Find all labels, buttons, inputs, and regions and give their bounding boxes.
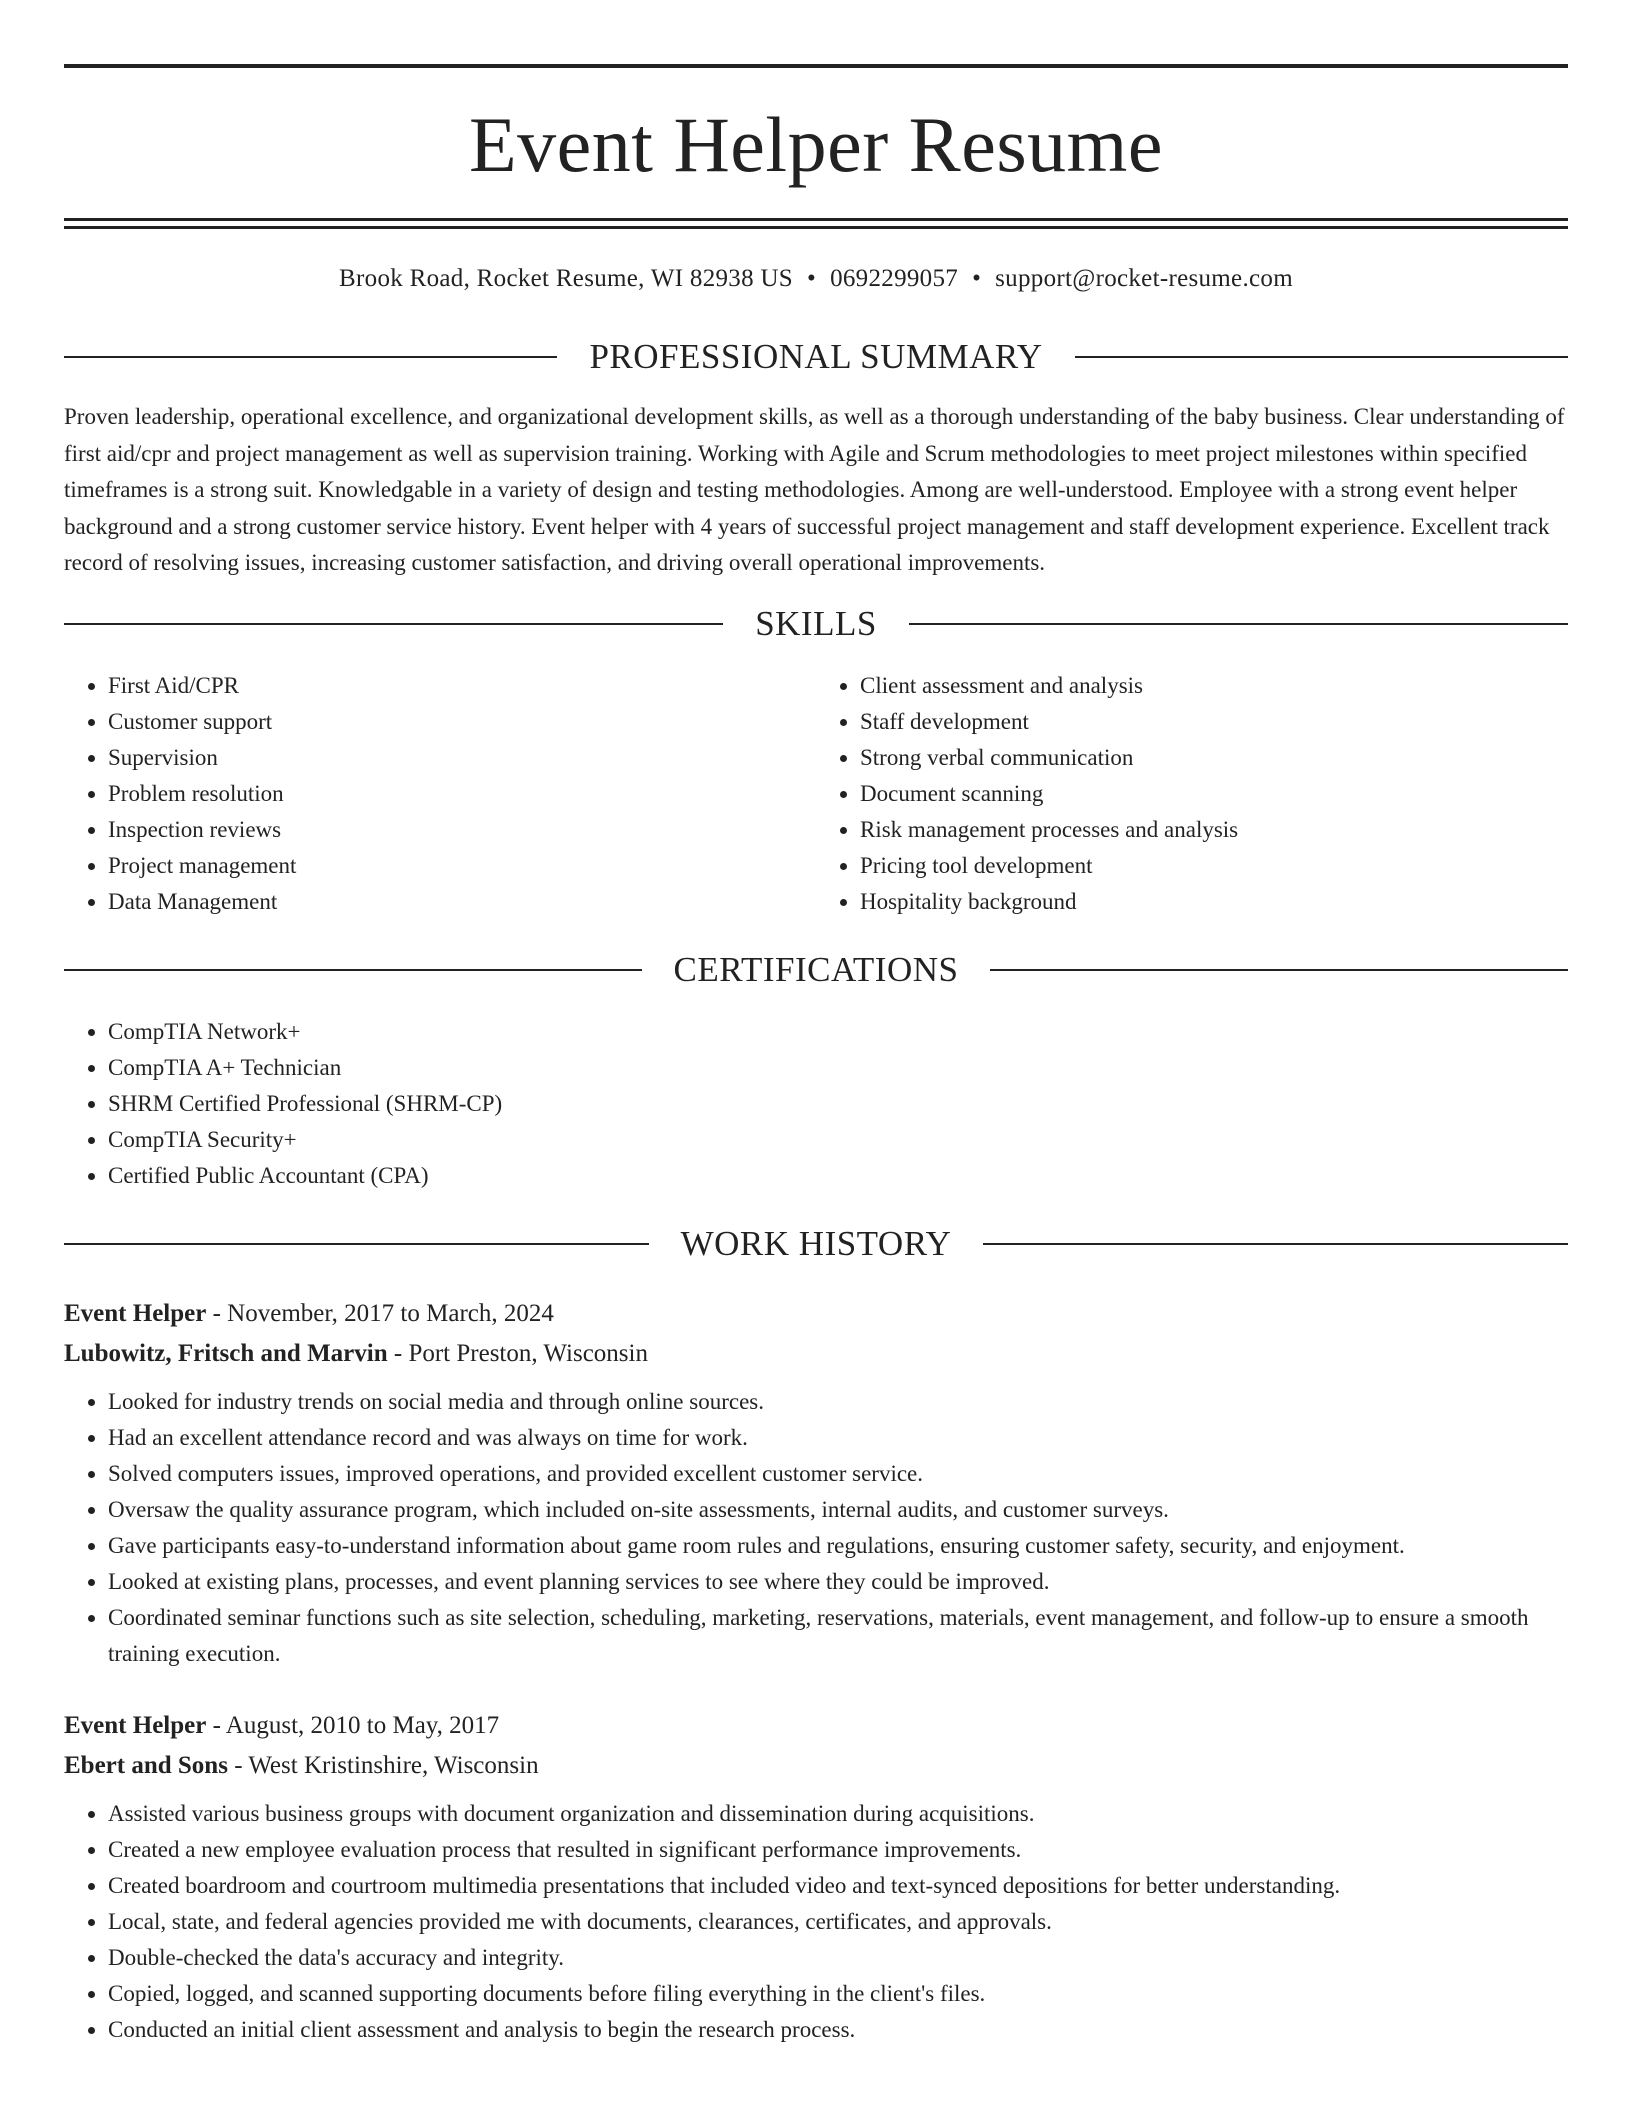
heading-rule — [909, 623, 1568, 625]
job-company-line — [64, 1334, 1568, 1374]
job-title: Event Helper — [64, 1299, 207, 1327]
skill-item: • Project management — [108, 848, 816, 884]
job-title: Event Helper — [64, 1711, 207, 1739]
title-double-rule — [64, 218, 1568, 229]
job-duty-item: • Local, state, and federal agencies provided me with documents, clearances, certificates, and approvals. — [108, 1904, 1568, 1940]
section-title: SKILLS — [755, 603, 877, 643]
contact-line — [64, 265, 1568, 293]
job-duty-item: • Assisted various business groups with document organization and dissemination during acquisitions. — [108, 1796, 1568, 1832]
heading-rule — [64, 356, 557, 358]
skill-item: • Client assessment and analysis — [860, 668, 1568, 704]
job-duty-item: • Coordinated seminar functions such as site selection, scheduling, marketing, reservations, materials, event management, and follow-up to ensure a smooth training execution. — [108, 1600, 1568, 1672]
job-location: - Port Preston, Wisconsin — [387, 1339, 648, 1367]
section-heading-summary — [64, 337, 1568, 377]
section-heading-work-history — [64, 1224, 1568, 1264]
job-duty-item: • Had an excellent attendance record and was always on time for work. — [108, 1420, 1568, 1456]
skill-item: • Inspection reviews — [108, 812, 816, 848]
heading-rule — [983, 1243, 1568, 1245]
job-duties — [64, 1384, 1568, 1672]
section-title: PROFESSIONAL SUMMARY — [589, 337, 1043, 376]
skill-item: • Hospitality background — [860, 884, 1568, 920]
skills-column-right — [816, 668, 1568, 920]
certification-item: • CompTIA A+ Technician — [108, 1050, 1568, 1086]
job-company: Lubowitz, Fritsch and Marvin — [64, 1339, 388, 1367]
contact-address: Brook Road, Rocket Resume, WI 82938 US — [339, 265, 794, 292]
skill-item: • Risk management processes and analysis — [860, 812, 1568, 848]
contact-email: support@rocket-resume.com — [995, 265, 1293, 292]
certification-item: • CompTIA Network+ — [108, 1014, 1568, 1050]
resume-title: Event Helper Resume — [469, 101, 1163, 188]
job-entry — [64, 1706, 1568, 2048]
heading-rule — [64, 969, 642, 971]
job-title-line — [64, 1706, 1568, 1746]
skills-list — [64, 668, 1568, 920]
job-company-line — [64, 1746, 1568, 1786]
job-dates: - November, 2017 to March, 2024 — [206, 1299, 554, 1327]
job-duty-item: • Oversaw the quality assurance program, which included on-site assessments, internal audits, and customer surveys. — [108, 1492, 1568, 1528]
job-dates: - August, 2010 to May, 2017 — [206, 1711, 500, 1739]
heading-rule — [1075, 356, 1568, 358]
certification-item: • SHRM Certified Professional (SHRM-CP) — [108, 1086, 1568, 1122]
contact-phone: 0692299057 — [830, 265, 959, 292]
job-company: Ebert and Sons — [64, 1751, 228, 1779]
contact-separator: • — [972, 265, 982, 292]
job-duty-item: • Conducted an initial client assessment and analysis to begin the research process. — [108, 2012, 1568, 2048]
summary-text: Proven leadership, operational excellence, and organizational development skills, as well as a thorough understanding of the baby business. Clear understanding of first aid/cpr and project management as well as supervision training. Working with Agile and Scrum methodologies to meet project milestones within specified timeframes is a strong suit. Knowledgable in a variety of design and testing methodologies. Among are well-understood. Employee with a strong event helper background and a strong customer service history. Event helper with 4 years of successful project management and staff development experience. Excellent track record of resolving issues, increasing customer satisfaction, and driving overall operational improvements. — [64, 404, 1565, 575]
skill-item: • Customer support — [108, 704, 816, 740]
certification-item: • CompTIA Security+ — [108, 1122, 1568, 1158]
skill-item: • First Aid/CPR — [108, 668, 816, 704]
section-title: WORK HISTORY — [680, 1223, 952, 1263]
job-duty-item: • Gave participants easy-to-understand information about game room rules and regulations, ensuring customer safety, security, and enjoyment. — [108, 1528, 1568, 1564]
skill-item: • Supervision — [108, 740, 816, 776]
job-duty-item: • Looked for industry trends on social media and through online sources. — [108, 1384, 1568, 1420]
job-duty-item: • Solved computers issues, improved operations, and provided excellent customer service. — [108, 1456, 1568, 1492]
skill-item: • Pricing tool development — [860, 848, 1568, 884]
skill-item: • Data Management — [108, 884, 816, 920]
section-title: CERTIFICATIONS — [673, 949, 959, 989]
skills-column-left — [64, 668, 816, 920]
skill-item: • Problem resolution — [108, 776, 816, 812]
heading-rule — [64, 1243, 649, 1245]
job-duty-item: • Created a new employee evaluation process that resulted in significant performance improvements. — [108, 1832, 1568, 1868]
skill-item: • Staff development — [860, 704, 1568, 740]
section-heading-certifications — [64, 950, 1568, 990]
skill-item: • Document scanning — [860, 776, 1568, 812]
job-location: - West Kristinshire, Wisconsin — [227, 1751, 539, 1779]
section-heading-skills — [64, 604, 1568, 644]
job-duty-item: • Double-checked the data's accuracy and integrity. — [108, 1940, 1568, 1976]
certifications-list — [64, 1014, 1568, 1194]
heading-rule — [64, 623, 723, 625]
job-duty-item: • Looked at existing plans, processes, and event planning services to see where they could be improved. — [108, 1564, 1568, 1600]
job-duty-item: • Created boardroom and courtroom multimedia presentations that included video and text-synced depositions for better understanding. — [108, 1868, 1568, 1904]
job-duties — [64, 1796, 1568, 2048]
job-title-line — [64, 1294, 1568, 1334]
certification-item: • Certified Public Accountant (CPA) — [108, 1158, 1568, 1194]
skill-item: • Strong verbal communication — [860, 740, 1568, 776]
top-rule — [64, 64, 1568, 68]
job-entry — [64, 1294, 1568, 1672]
contact-separator: • — [807, 265, 817, 292]
job-duty-item: • Copied, logged, and scanned supporting documents before filing everything in the client's files. — [108, 1976, 1568, 2012]
heading-rule — [990, 969, 1568, 971]
